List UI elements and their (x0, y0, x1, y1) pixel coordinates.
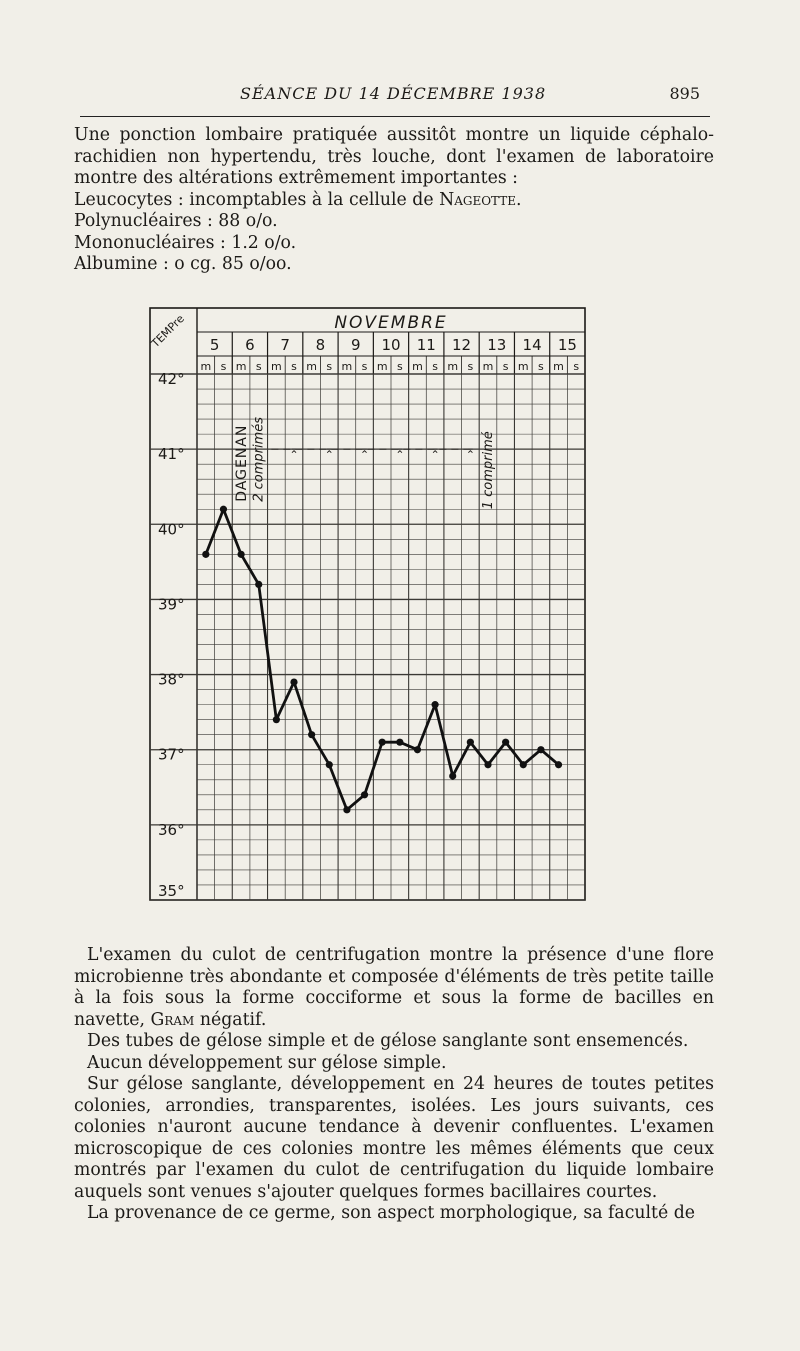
temperature-point (220, 506, 227, 513)
page-header (80, 84, 710, 108)
polynucleaires-line: Polynucléaires : 88 o/o. (74, 211, 278, 231)
tubes-paragraph: Des tubes de gélose simple et de gélose sanglante sont ensemencés. (87, 1031, 689, 1051)
day-label: 10 (381, 336, 401, 354)
y-tick-label: 35° (158, 882, 185, 900)
day-label: 15 (557, 336, 577, 354)
temperature-corner-label: TEMPre (148, 312, 187, 351)
temperature-point (449, 772, 456, 779)
slot-label: m (306, 360, 317, 373)
slot-label: s (255, 360, 262, 373)
treatment-marker: ⌅ (395, 443, 405, 457)
temperature-point (202, 551, 209, 558)
slot-label: s (326, 360, 333, 373)
slot-label: m (517, 360, 529, 373)
y-tick-label: 37° (158, 745, 185, 764)
y-tick-label: 38° (158, 670, 185, 689)
day-label: 13 (487, 336, 507, 354)
intro-paragraph: Une ponction lombaire pratiquée aussitôt montre un liquide céphalo-rachidien non hypertendu, très louche, dont l'examen de laboratoire montre des altérations extrêmement importantes : (74, 125, 714, 188)
temperature-series-line (206, 509, 559, 810)
temperature-point (537, 746, 544, 753)
gram-word: Gram (150, 1009, 195, 1030)
simple-gelose-paragraph: Aucun développement sur gélose simple. (87, 1052, 447, 1073)
dagenan-annotation: DAGENAN (234, 424, 251, 502)
temperature-point (308, 731, 315, 738)
temperature-point (255, 581, 262, 588)
temperature-point (431, 701, 438, 708)
treatment-marker: ⌅ (430, 443, 440, 457)
slot-label: s (502, 360, 509, 373)
slot-label: m (482, 360, 494, 373)
temperature-point (343, 806, 350, 813)
temperature-point (326, 761, 333, 768)
treatment-marker: ⌅ (465, 443, 475, 457)
culture-text (74, 945, 714, 1225)
running-title: SÉANCE DU 14 DÉCEMBRE 1938 (240, 84, 547, 103)
slot-label: m (412, 360, 423, 373)
y-tick-label: 42° (158, 370, 185, 388)
albumine-line: Albumine : o cg. 85 o/oo. (74, 254, 292, 274)
slot-label: s (432, 360, 438, 373)
y-tick-label: 36° (158, 820, 185, 839)
slot-label: s (467, 360, 474, 373)
slot-label: m (200, 360, 212, 373)
day-label: 6 (245, 336, 255, 354)
month-title: NOVEMBRE (334, 313, 448, 333)
chart-frame (150, 308, 585, 900)
day-label: 14 (522, 336, 542, 354)
slot-label: m (553, 360, 564, 373)
y-tick-label: 39° (158, 595, 185, 614)
temperature-point (414, 746, 421, 753)
slot-label: s (291, 360, 297, 373)
slot-label: s (396, 360, 403, 373)
one-tablet-annotation: 1 comprimé (481, 431, 496, 510)
day-label: 7 (280, 336, 290, 354)
y-tick-label: 41° (158, 445, 185, 464)
header-rule (80, 116, 710, 117)
slot-label: s (361, 360, 368, 373)
day-label: 5 (209, 336, 220, 354)
temperature-point (273, 716, 280, 723)
slot-label: m (235, 360, 247, 373)
nageotte-name: Nageotte. (439, 189, 522, 210)
temperature-point (396, 739, 403, 746)
temperature-point (502, 739, 509, 746)
sanglante-paragraph: Sur gélose sanglante, développement en 24 heures de toutes petites colonies, arrondies, transparentes, isolées. Les jours suivants, ces colonies n'auront aucune tendance à devenir confluentes. L'examen microscopique de ces colonies montre les mêmes éléments que ceux montrés par l'examen du culot de centrifugation du liquide lombaire auquels sont venues s'ajouter quelques formes bacillaires courtes. (74, 1074, 714, 1202)
temperature-point (555, 761, 562, 768)
y-tick-label: 40° (158, 520, 185, 539)
temperature-point (467, 739, 474, 746)
slot-label: m (376, 360, 388, 373)
provenance-paragraph: La provenance de ce germe, son aspect morphologique, sa faculté de (87, 1203, 695, 1223)
treatment-marker: ⌅ (359, 443, 370, 457)
temperature-point (237, 551, 244, 558)
slot-label: m (341, 360, 353, 373)
page-number: 895 (669, 84, 700, 103)
day-label: 9 (350, 336, 361, 354)
temperature-point (290, 678, 297, 685)
mononucleaires-line: Mononucléaires : 1.2 o/o. (74, 232, 297, 253)
centrifugation-paragraph: L'examen du culot de centrifugation montre la présence d'une flore microbienne très abondante et composée d'éléments de très petite taille à la fois sous la forme cocciforme et sous la forme de bacilles en navette, Gram négatif. (74, 945, 714, 1030)
treatment-marker: ⌅ (324, 443, 334, 457)
day-label: 11 (416, 336, 436, 354)
slot-label: m (271, 360, 282, 373)
slot-label: m (447, 360, 459, 373)
temperature-point (379, 739, 386, 746)
day-label: 8 (315, 336, 326, 354)
temperature-point (361, 791, 368, 798)
temperature-point (484, 761, 491, 768)
slot-label: s (220, 360, 227, 373)
temperature-point (520, 761, 527, 768)
slot-label: s (538, 360, 544, 373)
treatment-marker: ⌅ (289, 443, 299, 457)
two-tablets-annotation: 2 comprimés (251, 416, 267, 502)
day-label: 12 (451, 336, 472, 354)
slot-label: s (573, 360, 580, 373)
leucocytes-line: Leucocytes : incomptables à la cellule de Nageotte. (74, 189, 522, 210)
intro-text (74, 125, 714, 276)
